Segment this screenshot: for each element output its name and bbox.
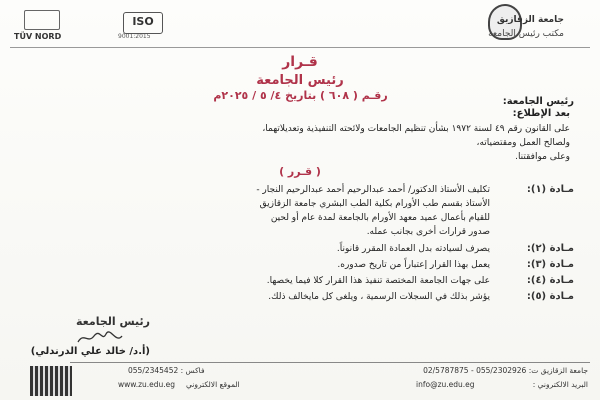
document-subtitle: رئيس الجامعة bbox=[256, 73, 344, 88]
footer-divider bbox=[70, 362, 590, 363]
certification-mark-icon bbox=[24, 10, 60, 30]
office-name: مكتب رئيس الجامعة bbox=[488, 29, 564, 39]
footer-fax: فاكس : 055/2345452 bbox=[128, 366, 205, 375]
footer-website[interactable]: www.zu.edu.eg bbox=[118, 380, 176, 389]
iso-number: 9001:2015 bbox=[118, 33, 151, 40]
article-text: للقيام بأعمال عميد معهد الأورام بالجامعة لمدة عام أو لحين bbox=[270, 213, 490, 223]
signatory-name: (أ.د/ خالد علي الدرندلي) bbox=[30, 346, 150, 357]
university-name: جامعة الزقازيق bbox=[496, 15, 564, 25]
addressee: رئيس الجامعة: bbox=[502, 96, 574, 107]
footer-website-label: الموقع الالكتروني bbox=[186, 380, 240, 389]
article-text: الأستاذ بقسم طب الأورام بكلية الطب البشري جامعة الزقازيق bbox=[259, 199, 490, 209]
decides-heading: ( قـرر ) bbox=[279, 165, 321, 178]
article-text: تكليف الأستاذ الدكتور/ أحمد عبدالرحيم أحمد عبدالرحيم النجار - bbox=[256, 185, 490, 195]
article-label: مـادة (١): bbox=[526, 184, 574, 195]
footer-email-label: البريد الالكتروني : bbox=[532, 380, 588, 389]
preamble-item: ولصالح العمل ومقتضياته، bbox=[476, 138, 570, 148]
document-title: قـرار bbox=[282, 54, 318, 70]
footer-address-phone: جامعة الزقازيق ت: 055/2302926 - 02/5787875 bbox=[423, 366, 588, 375]
article-text: يصرف لسيادته بدل العمادة المقرر قانوناً. bbox=[336, 244, 490, 254]
handwritten-signature bbox=[76, 330, 124, 346]
preamble-item: وعلى موافقتنا. bbox=[515, 152, 570, 162]
preamble-item: على القانون رقم ٤٩ لسنة ١٩٧٢ بشأن تنظيم الجامعات ولائحته التنفيذية وتعديلاتهما، bbox=[262, 124, 570, 134]
iso-logo: ISO bbox=[123, 12, 163, 34]
header-divider bbox=[10, 47, 590, 48]
article-text: يؤشر بذلك في السجلات الرسمية ، ويلغى كل مايخالف ذلك. bbox=[268, 292, 490, 302]
article-label: مـادة (٢): bbox=[526, 243, 574, 254]
article-label: مـادة (٣): bbox=[526, 259, 574, 270]
after-acknowledgement: بعد الإطلاع: bbox=[512, 108, 570, 119]
footer-email[interactable]: info@zu.edu.eg bbox=[416, 380, 475, 389]
article-label: مـادة (٥): bbox=[526, 291, 574, 302]
article-text: صدور قرارات أخرى بجانب عمله. bbox=[366, 227, 490, 237]
qr-code-icon bbox=[30, 366, 72, 396]
article-text: يعمل بهذا القرار إعتباراً من تاريخ صدوره. bbox=[337, 260, 490, 270]
decision-number: رقـم ( ٦٠٨ ) بتاريخ ٤/ ٥ / ٢٠٢٥م bbox=[213, 89, 388, 102]
signatory-title: رئيس الجامعة bbox=[76, 315, 150, 328]
article-text: على جهات الجامعة المختصة تنفيذ هذا القرار كلا فيما يخصها. bbox=[266, 276, 490, 286]
article-label: مـادة (٤): bbox=[526, 275, 574, 286]
certification-body: TÜV NORD bbox=[14, 32, 62, 41]
